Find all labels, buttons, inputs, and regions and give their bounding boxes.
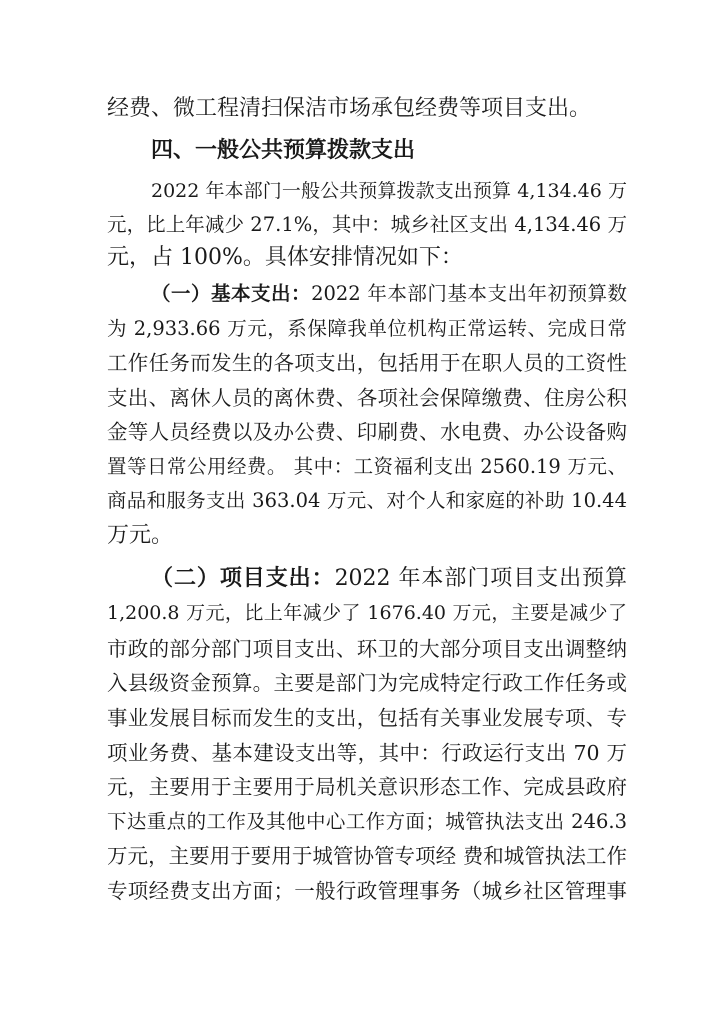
paragraph-line bbox=[151, 279, 627, 309]
line-text: 项业务费、基本建设支出等，其中：行政运行支出 70 万 bbox=[107, 741, 627, 765]
paragraph-line bbox=[107, 486, 627, 516]
line-text: 万元，主要用于要用于城管协管专项经 费和城管执法工作 bbox=[107, 844, 627, 868]
line-text: 1,200.8 万元，比上年减少了 1676.40 万元，主要是减少了 bbox=[107, 602, 627, 624]
line-text: 事业发展目标而发生的支出，包括有关事业发展专项、专 bbox=[107, 706, 627, 730]
paragraph-line bbox=[107, 772, 627, 802]
paragraph-line bbox=[151, 563, 627, 593]
paragraph-line bbox=[107, 807, 627, 837]
line-text: 万元。 bbox=[107, 523, 174, 548]
line-text: 元，占 100%。具体安排情况如下： bbox=[107, 245, 463, 270]
line-text: 金等人员经费以及办公费、印刷费、水电费、办公设备购 bbox=[107, 420, 627, 444]
paragraph-line bbox=[107, 634, 627, 664]
paragraph-line bbox=[107, 668, 627, 698]
line-text: 市政的部分部门项目支出、环卫的大部分项目支出调整纳 bbox=[107, 637, 627, 661]
paragraph-line bbox=[107, 738, 627, 768]
paragraph-line bbox=[107, 841, 627, 871]
paragraph-line bbox=[107, 598, 627, 628]
subheading-project-expenditure: （二）项目支出： bbox=[151, 565, 335, 591]
paragraph-line bbox=[107, 521, 627, 551]
paragraph-line bbox=[107, 348, 627, 378]
line-text: 支出、离休人员的离休费、各项社会保障缴费、住房公积 bbox=[107, 386, 627, 410]
line-text: 2022 年本部门项目支出预算 bbox=[334, 566, 627, 591]
paragraph-line bbox=[107, 383, 627, 413]
heading-text: 四、一般公共预算拨款支出 bbox=[151, 137, 416, 163]
line-text: 元，比上年减少 27.1%，其中：城乡社区支出 4,134.46 万 bbox=[107, 213, 627, 236]
line-text: 经费、微工程清扫保洁市场承包经费等项目支出。 bbox=[107, 96, 592, 121]
paragraph-line bbox=[107, 452, 627, 482]
line-text: 置等日常公用经费。 其中：工资福利支出 2560.19 万元、 bbox=[107, 455, 627, 478]
paragraph-line bbox=[107, 314, 627, 344]
paragraph-line bbox=[107, 243, 627, 273]
paragraph-line bbox=[107, 210, 627, 240]
line-text: 入县级资金预算。主要是部门为完成特定行政工作任务或 bbox=[107, 671, 627, 695]
paragraph-line bbox=[107, 703, 627, 733]
line-text: 为 2,933.66 万元，系保障我单位机构正常运转、完成日常 bbox=[107, 317, 627, 340]
line-text: 专项经费支出方面；一般行政管理事务（城乡社区管理事 bbox=[107, 879, 627, 903]
line-text: 商品和服务支出 363.04 万元、对个人和家庭的补助 10.44 bbox=[107, 489, 627, 512]
paragraph-line bbox=[107, 94, 627, 124]
line-text: 下达重点的工作及其他中心工作方面；城管执法支出 246.3 bbox=[107, 810, 627, 833]
line-text: 工作任务而发生的各项支出，包括用于在职人员的工资性 bbox=[107, 351, 627, 375]
line-text: 2022 年本部门一般公共预算拨款支出预算 4,134.46 万 bbox=[151, 180, 627, 202]
line-text: 元，主要用于主要用于局机关意识形态工作、完成县政府 bbox=[107, 775, 627, 799]
paragraph-line bbox=[107, 417, 627, 447]
paragraph-line bbox=[107, 876, 627, 906]
subheading-basic-expenditure: （一）基本支出： bbox=[151, 282, 312, 305]
section-heading bbox=[151, 135, 627, 165]
line-text: 2022 年本部门基本支出年初预算数 bbox=[311, 282, 627, 305]
paragraph-line bbox=[151, 176, 627, 206]
